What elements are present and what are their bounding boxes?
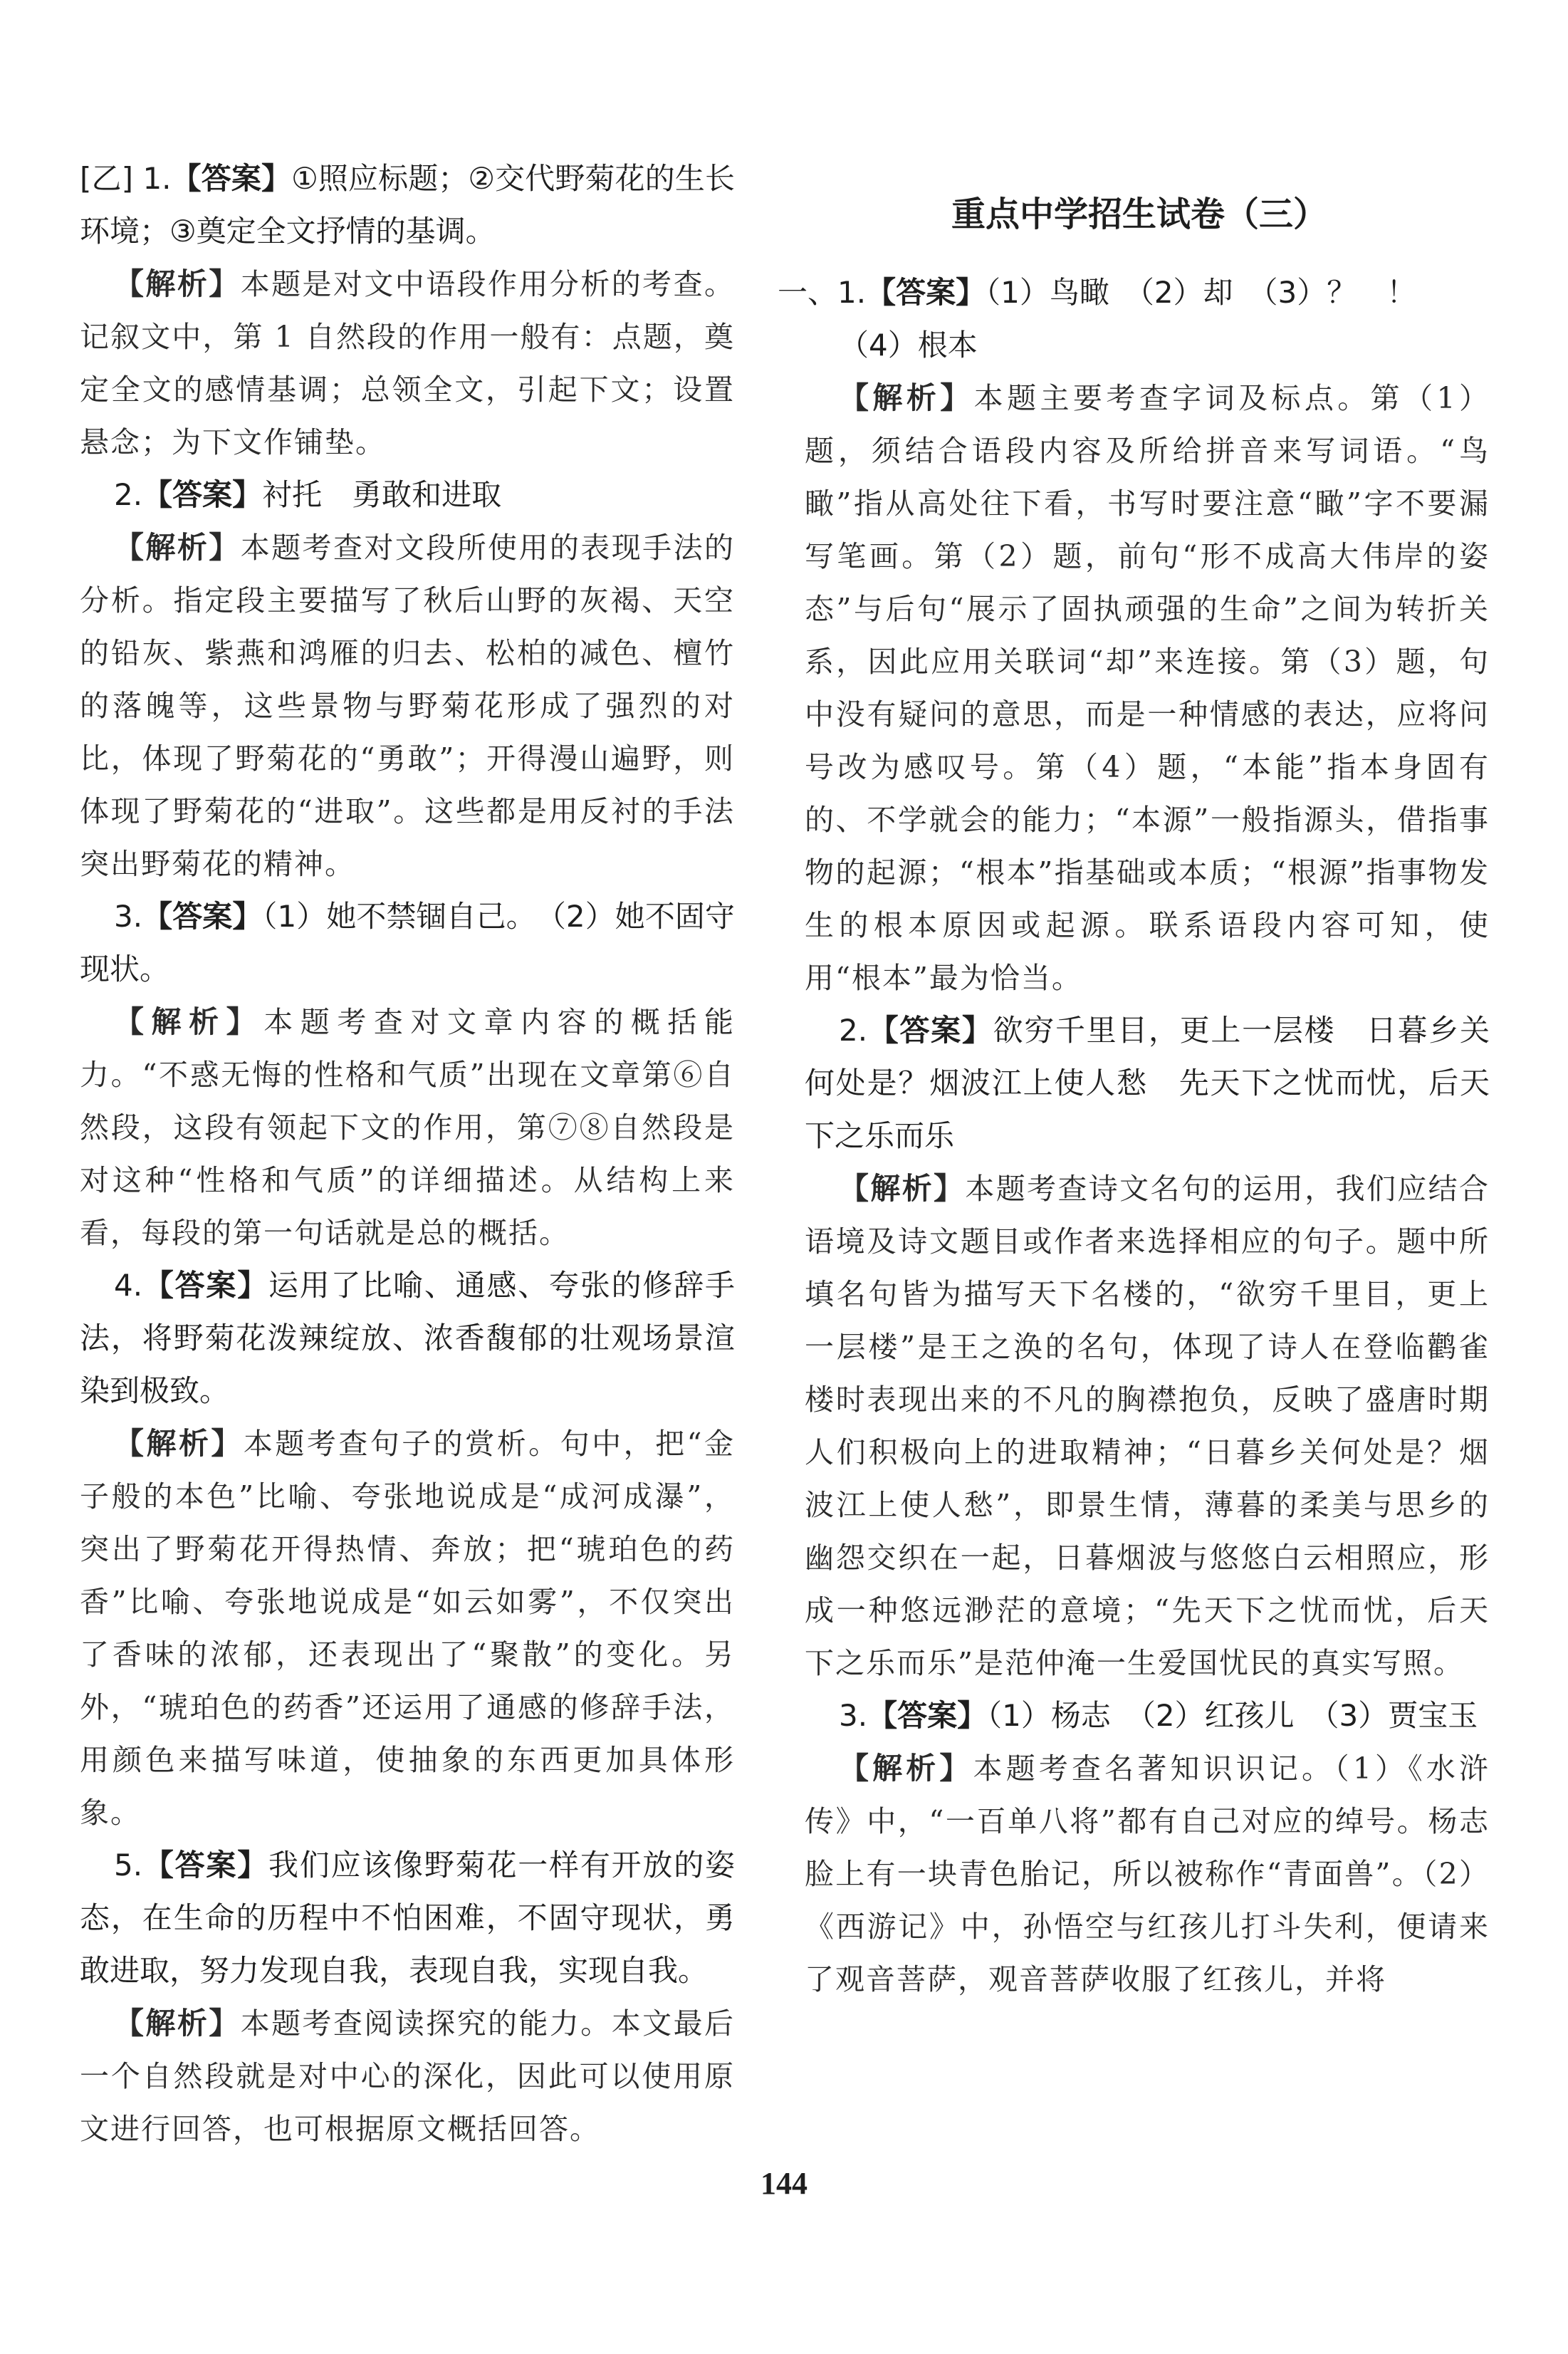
r2-answer xyxy=(778,1004,1490,1162)
q4-label: 4. xyxy=(114,1268,143,1303)
q1-analysis xyxy=(80,258,735,469)
q2-label: 2. xyxy=(114,477,143,512)
analysis-tag: 【解析】 xyxy=(114,530,241,565)
q2-analysis xyxy=(80,521,735,890)
q5-label: 5. xyxy=(114,1848,143,1882)
r1-analysis xyxy=(778,372,1490,1004)
analysis-text: 本题考查诗文名句的运用，我们应结合语境及诗文题目或作者来选择相应的句子。题中所填名句皆为描写天下名楼的，“欲穷千里目，更上一层楼”是王之涣的名句，体现了诗人在登临鹳雀楼时表现出来的不凡的胸襟抱负，反映了盛唐时期人们积极向上的进取精神；“日暮乡关何处是？烟波江上使人愁”，即景生情，薄暮的柔美与思乡的幽怨交织在一起，日暮烟波与悠悠白云相照应，形成一种悠远渺茫的意境；“先天下之忧而忧，后天下之乐而乐”是范仲淹一生爱国忧民的真实写照。 xyxy=(805,1172,1490,1680)
answer-text: 衬托 勇敢和进取 xyxy=(262,477,502,512)
r3-answer xyxy=(778,1689,1490,1742)
exam-title: 重点中学招生试卷（三） xyxy=(951,194,1327,234)
right-column xyxy=(778,266,1490,2006)
answer-tag: 【答案】 xyxy=(867,1698,988,1733)
r3-analysis xyxy=(778,1742,1490,2006)
q5-analysis xyxy=(80,1997,735,2155)
analysis-tag: 【解析】 xyxy=(114,266,241,301)
r2-analysis xyxy=(778,1162,1490,1689)
r1-label: 一、1. xyxy=(778,275,867,310)
r3-label: 3. xyxy=(839,1698,868,1733)
answer-text: （1）她不禁锢自己。 （2）她不固守现状。 xyxy=(80,899,735,986)
q3-analysis xyxy=(80,996,735,1259)
analysis-tag: 【解析】 xyxy=(114,1004,264,1039)
analysis-text: 本题考查对文章内容的概括能力。“不惑无悔的性格和气质”出现在文章第⑥自然段，这段有领起下文的作用，第⑦⑧自然段是对这种“性格和气质”的详细描述。从结构上来看，每段的第一句话就是总的概括。 xyxy=(80,1005,735,1250)
answer-tag: 【答案】 xyxy=(142,1848,268,1882)
answer-text: （1）杨志 （2）红孩儿 （3）贾宝玉 xyxy=(987,1698,1478,1733)
analysis-tag: 【解析】 xyxy=(839,1751,973,1786)
analysis-tag: 【解析】 xyxy=(114,1426,244,1461)
analysis-tag: 【解析】 xyxy=(114,2006,241,2041)
answer-tag: 【答案】 xyxy=(866,275,986,310)
q2-answer xyxy=(80,469,735,521)
answer-tag: 【答案】 xyxy=(171,161,292,196)
answer-text: ①照应标题；②交代野菊花的生长环境；③奠定全文抒情的基调。 xyxy=(80,161,735,249)
page-number: 144 xyxy=(761,2166,807,2201)
r1-answer-cont: （4）根本 xyxy=(839,328,978,363)
analysis-tag: 【解析】 xyxy=(839,1171,966,1206)
analysis-text: 本题考查对文段所使用的表现手法的分析。指定段主要描写了秋后山野的灰褐、天空的铅灰、紫燕和鸿雁的归去、松柏的减色、檀竹的落魄等，这些景物与野菊花形成了强烈的对比，体现了野菊花的“勇敢”；开得漫山遍野，则体现了野菊花的“进取”。这些都是用反衬的手法突出野菊花的精神。 xyxy=(80,531,735,881)
analysis-tag: 【解析】 xyxy=(839,380,974,415)
left-column xyxy=(80,152,735,2155)
answer-text: （1）鸟瞰 （2）却 （3）？ ！ xyxy=(986,275,1417,310)
answer-tag: 【答案】 xyxy=(142,1268,268,1303)
answer-text: 欲穷千里目，更上一层楼 日暮乡关何处是？烟波江上使人愁 先天下之忧而忧，后天下之乐而乐 xyxy=(805,1013,1490,1153)
answer-text: 我们应该像野菊花一样有开放的姿态，在生命的历程中不怕困难，不固守现状，勇敢进取，努力发现自我，表现自我，实现自我。 xyxy=(80,1848,735,1988)
q5-answer xyxy=(80,1839,735,1997)
q3-answer xyxy=(80,890,735,996)
analysis-text: 本题考查阅读探究的能力。本文最后一个自然段就是对中心的深化，因此可以使用原文进行回答，也可根据原文概括回答。 xyxy=(80,2006,735,2146)
answer-tag: 【答案】 xyxy=(867,1013,993,1048)
q4-analysis xyxy=(80,1417,735,1839)
q1-answer xyxy=(80,152,735,258)
analysis-text: 本题主要考查字词及标点。第（1）题，须结合语段内容及所给拼音来写词语。“鸟瞰”指从高处往下看，书写时要注意“瞰”字不要漏写笔画。第（2）题，前句“形不成高大伟岸的姿态”与后句“展示了固执顽强的生命”之间为转折关系，因此应用关联词“却”来连接。第（3）题，句中没有疑问的意思，而是一种情感的表达，应将问号改为感叹号。第（4）题，“本能”指本身固有的、不学就会的能力；“本源”一般指源头，借指事物的起源；“根本”指基础或本质；“根源”指事物发生的根本原因或起源。联系语段内容可知，使用“根本”最为恰当。 xyxy=(805,381,1490,995)
analysis-text: 本题考查名著知识识记。（1）《水浒传》中，“一百单八将”都有自己对应的绰号。杨志脸上有一块青色胎记，所以被称作“青面兽”。（2）《西游记》中，孙悟空与红孩儿打斗失利，便请来了观音菩萨，观音菩萨收服了红孩儿，并将 xyxy=(805,1751,1490,1996)
answer-text: 运用了比喻、通感、夸张的修辞手法，将野菊花泼辣绽放、浓香馥郁的壮观场景渲染到极致。 xyxy=(80,1268,735,1408)
q3-label: 3. xyxy=(114,899,143,934)
r1-answer xyxy=(778,266,1490,319)
q4-answer xyxy=(80,1259,735,1417)
q1-label: [乙] 1. xyxy=(80,161,172,196)
r2-label: 2. xyxy=(839,1013,868,1048)
analysis-text: 本题考查句子的赏析。句中，把“金子般的本色”比喻、夸张地说成是“成河成瀑”，突出了野菊花开得热情、奔放；把“琥珀色的药香”比喻、夸张地说成是“如云如雾”，不仅突出了香味的浓郁，还表现出了“聚散”的变化。另外，“琥珀色的药香”还运用了通感的修辞手法，用颜色来描写味道，使抽象的东西更加具体形象。 xyxy=(80,1427,735,1830)
answer-tag: 【答案】 xyxy=(142,899,263,934)
analysis-text: 本题是对文中语段作用分析的考查。记叙文中，第 1 自然段的作用一般有：点题，奠定全文的感情基调；总领全文，引起下文；设置悬念；为下文作铺垫。 xyxy=(80,267,735,459)
answer-tag: 【答案】 xyxy=(142,477,263,512)
